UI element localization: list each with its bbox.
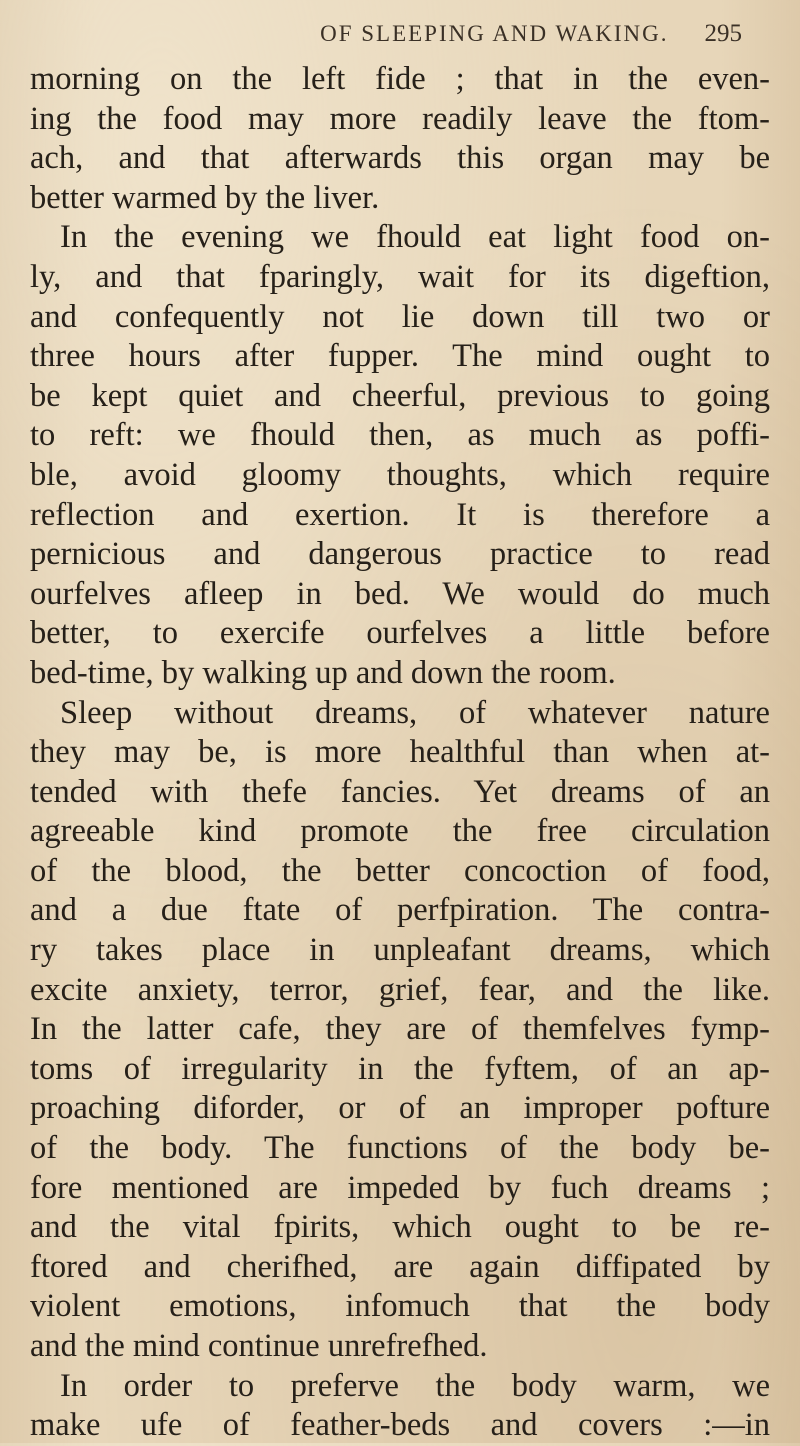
text-line: be kept quiet and cheerful, previous to going bbox=[30, 377, 770, 414]
text-line: proaching diforder, or of an improper pofture bbox=[30, 1090, 770, 1127]
text-line: better warmed by the liver. bbox=[30, 179, 380, 216]
text-line: and the mind continue unrefrefhed. bbox=[30, 1328, 488, 1364]
text-line: agreeable kind promote the free circulation bbox=[30, 813, 770, 850]
running-head-title: OF SLEEPING AND WAKING. bbox=[320, 21, 669, 46]
text-line: of the blood, the better concoction of food, bbox=[30, 852, 770, 889]
text-line: ly, and that fparingly, wait for its digeftion, bbox=[30, 258, 770, 295]
text-line: Sleep without dreams, of whatever nature bbox=[60, 694, 770, 731]
text-line: ftored and cherifhed, are again diffipated by bbox=[30, 1248, 770, 1285]
text-line: and confequently not lie down till two or bbox=[30, 298, 770, 335]
text-line: ach, and that afterwards this organ may be bbox=[30, 140, 770, 177]
text-line: tended with thefe fancies. Yet dreams of an bbox=[30, 773, 770, 810]
text-line: bed-time, by walking up and down the room. bbox=[30, 654, 616, 691]
running-head bbox=[30, 20, 742, 60]
text-line: and the vital fpirits, which ought to be re- bbox=[30, 1209, 770, 1246]
text-line: pernicious and dangerous practice to read bbox=[30, 536, 770, 573]
text-line: toms of irregularity in the fyftem, of an ap- bbox=[30, 1050, 770, 1087]
text-line: fore mentioned are impeded by fuch dreams ; bbox=[30, 1169, 770, 1206]
page-number: 295 bbox=[704, 20, 742, 47]
text-line: ble, avoid gloomy thoughts, which require bbox=[30, 456, 770, 493]
text-line: three hours after fupper. The mind ought to bbox=[30, 338, 770, 375]
text-line: In the evening we fhould eat light food on- bbox=[60, 219, 770, 256]
text-line: of the body. The functions of the body be- bbox=[30, 1130, 770, 1167]
text-line: morning on the left fide ; that in the even- bbox=[30, 61, 770, 97]
text-line: In order to preferve the body warm, we bbox=[60, 1367, 770, 1404]
text-line: they may be, is more healthful than when at- bbox=[30, 734, 770, 771]
text-line: excite anxiety, terror, grief, fear, and the like. bbox=[30, 971, 770, 1008]
text-line: violent emotions, infomuch that the body bbox=[30, 1288, 770, 1325]
text-line: ing the food may more readily leave the ftom- bbox=[30, 100, 770, 137]
text-line: to reft: we fhould then, as much as poffi- bbox=[30, 417, 770, 454]
text-line: and a due ftate of perfpiration. The contra- bbox=[30, 892, 770, 929]
text-line: ry takes place in unpleafant dreams, which bbox=[30, 932, 770, 969]
text-line: reflection and exertion. It is therefore a bbox=[30, 496, 770, 533]
text-line: make ufe of feather-beds and covers :—in bbox=[30, 1407, 770, 1444]
text-line: ourfelves afleep in bed. We would do much bbox=[30, 575, 770, 612]
body-text bbox=[30, 60, 770, 1446]
text-line: better, to exercife ourfelves a little before bbox=[30, 615, 770, 652]
text-line: In the latter cafe, they are of themfelves fymp- bbox=[30, 1011, 770, 1048]
